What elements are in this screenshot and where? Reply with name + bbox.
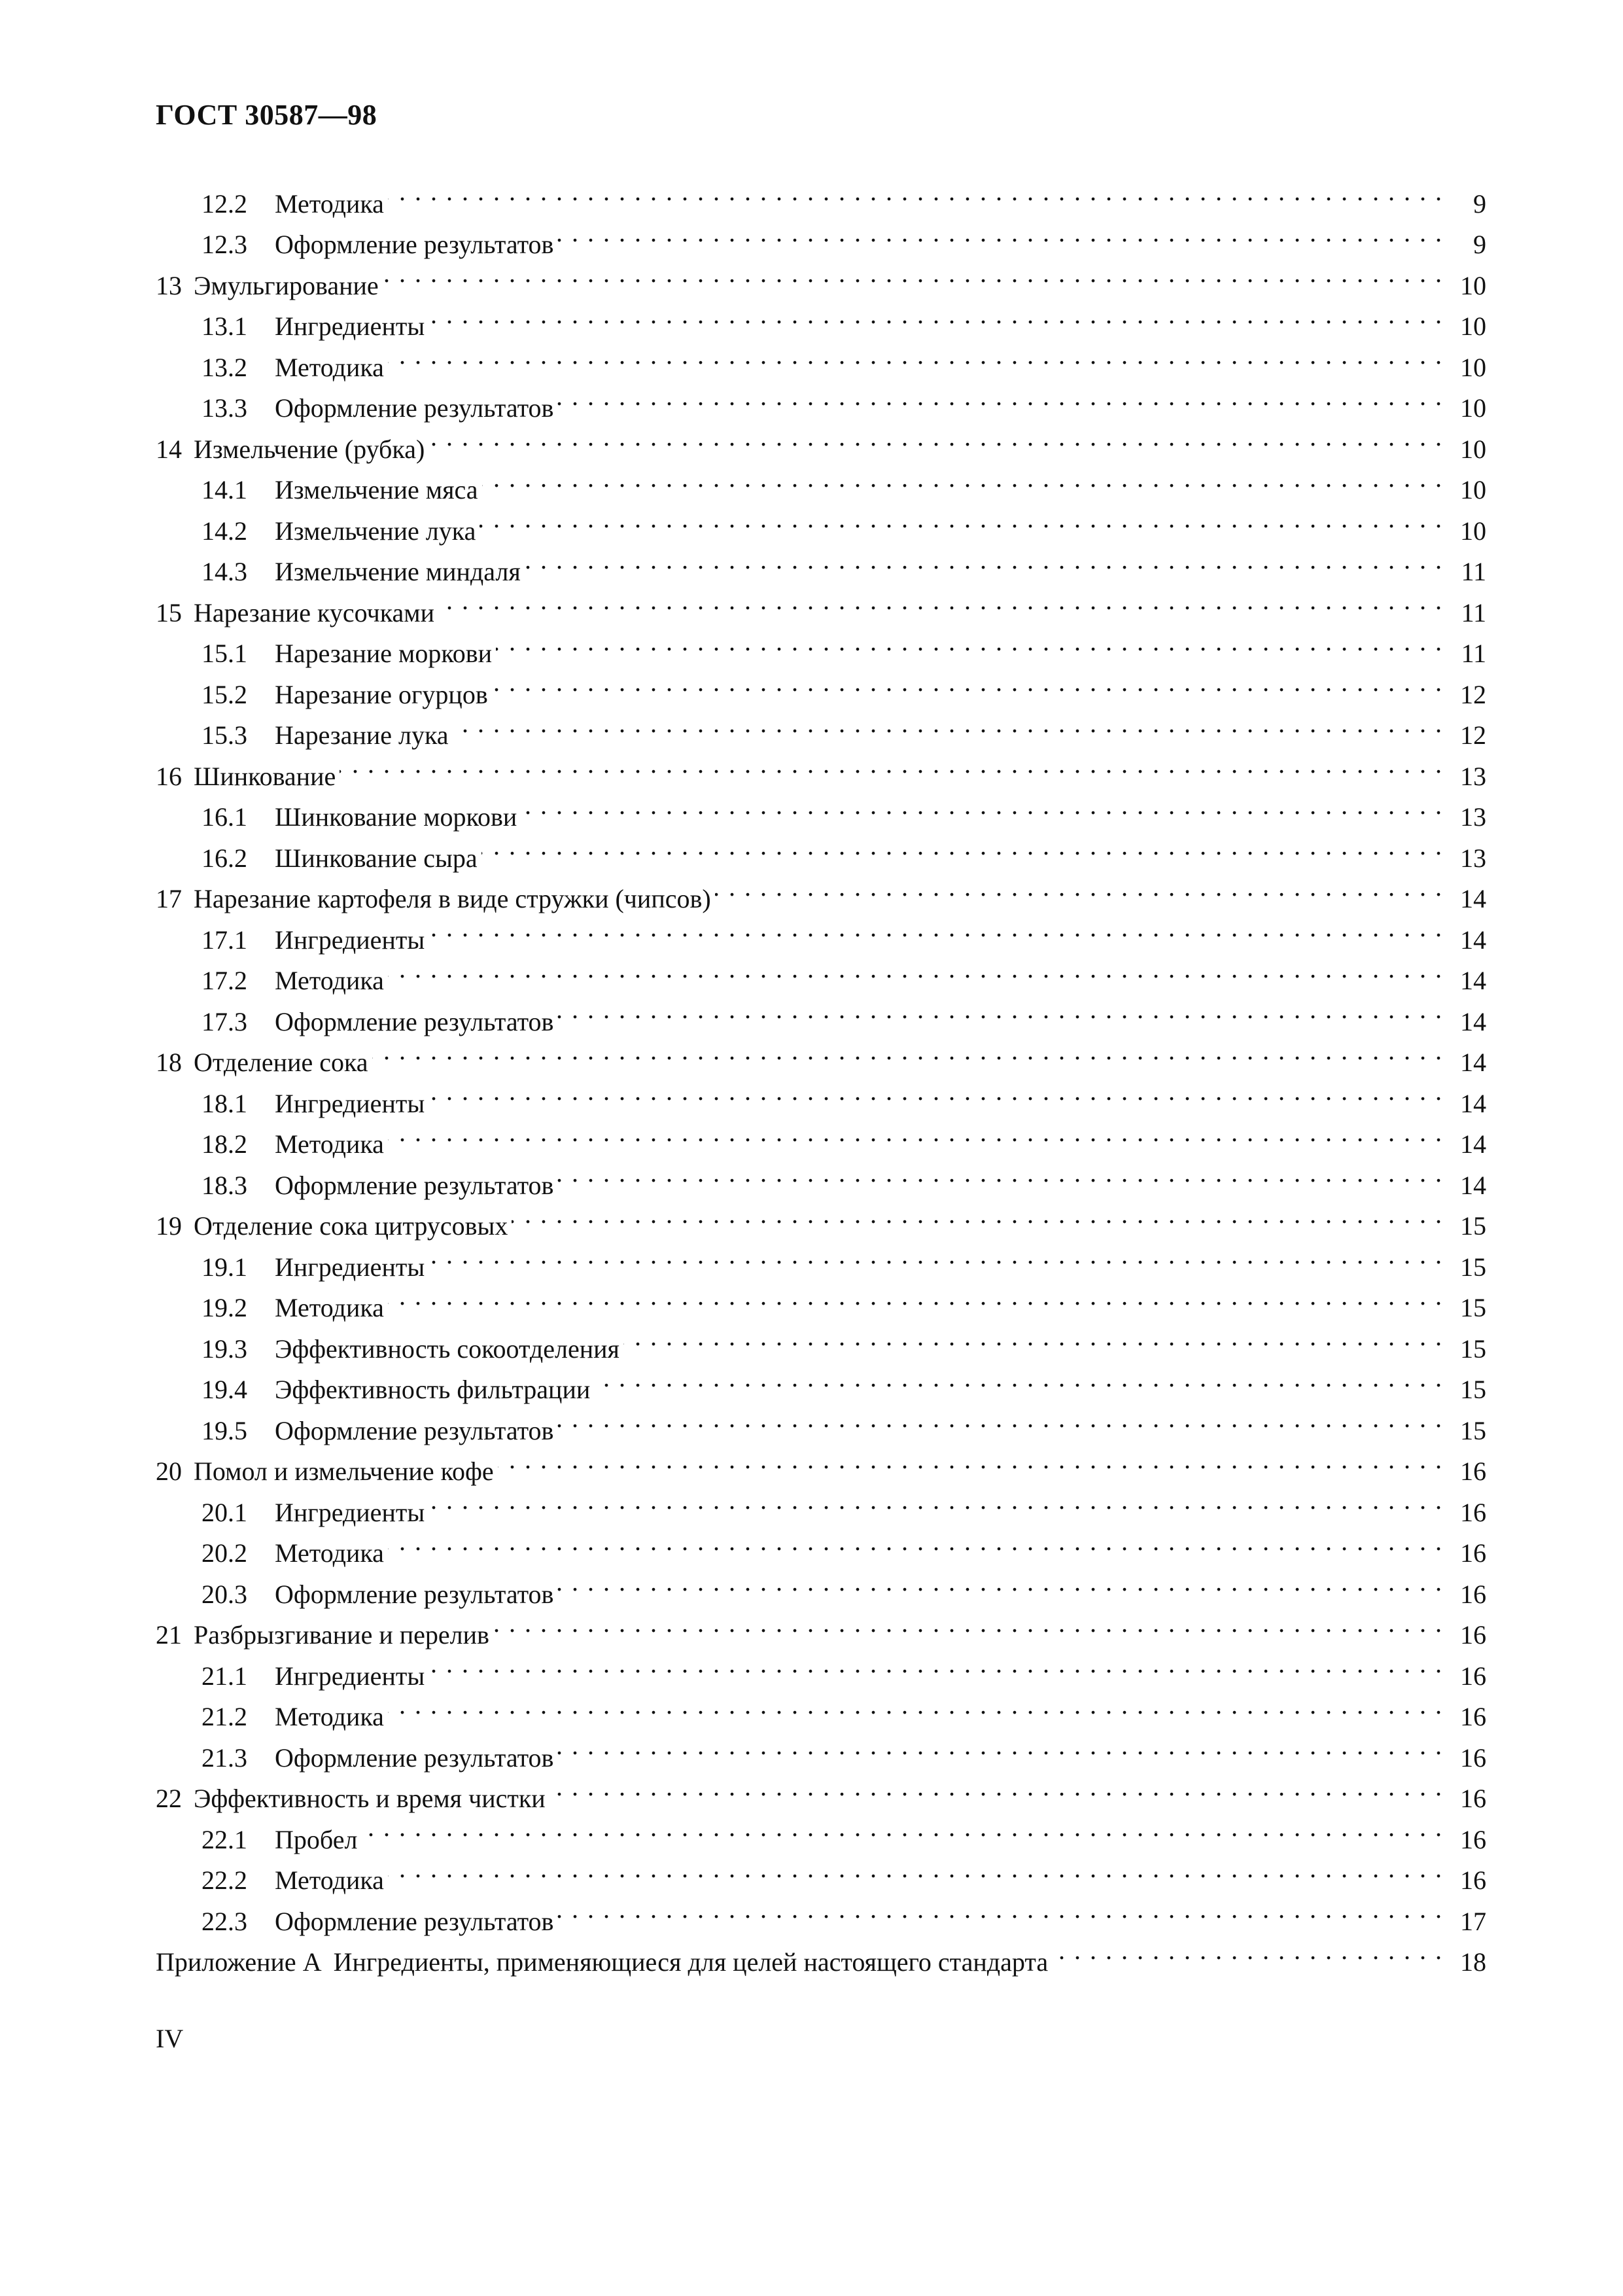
toc-entry-title: Оформление результатов bbox=[275, 1906, 554, 1936]
toc-entry-title: Методика bbox=[275, 1293, 384, 1322]
toc-entry-page: 10 bbox=[1460, 516, 1486, 546]
toc-entry-number: 18 bbox=[156, 1048, 182, 1077]
toc-entry-number: 19.5 bbox=[201, 1415, 247, 1445]
toc-entry-number: 14 bbox=[156, 434, 182, 464]
toc-entry-title: Разбрызгивание и перелив bbox=[194, 1620, 489, 1650]
toc-entry-page: 14 bbox=[1460, 966, 1486, 995]
toc-entry-title: Ингредиенты bbox=[275, 311, 425, 341]
toc-entry-number: 21.1 bbox=[201, 1661, 247, 1691]
toc-entry-page: 13 bbox=[1460, 761, 1486, 791]
toc-entry-number: 17 bbox=[156, 884, 182, 913]
toc-entry-title: Эмульгирование bbox=[194, 270, 379, 300]
toc-entry-number: 13.1 bbox=[201, 311, 247, 341]
toc-entry-title: Помол и измельчение кофе bbox=[194, 1457, 494, 1486]
toc-entry-title: Методика bbox=[275, 1538, 384, 1568]
toc-entry-title: Ингредиенты bbox=[275, 1252, 425, 1282]
toc-entry-title: Ингредиенты, применяющиеся для целей настоящего стандарта bbox=[333, 1947, 1049, 1977]
dot-leader bbox=[550, 1767, 1443, 1808]
dot-leader bbox=[388, 335, 1443, 376]
toc-entry-page: 14 bbox=[1460, 1006, 1486, 1036]
toc-entry-title: Шинкование bbox=[194, 761, 336, 791]
toc-entry-title: Оформление результатов bbox=[275, 1170, 554, 1200]
toc-entry-number: 16.1 bbox=[201, 802, 247, 832]
toc-entry-page: 14 bbox=[1460, 1170, 1486, 1200]
dot-leader bbox=[492, 662, 1443, 703]
toc-entry-title: Оформление результатов bbox=[275, 1415, 554, 1445]
toc-entry-number: Приложение А bbox=[156, 1947, 322, 1977]
toc-entry bbox=[156, 785, 1486, 832]
toc-entry-title: Измельчение лука bbox=[275, 516, 476, 546]
toc-entry-number: 15.2 bbox=[201, 679, 247, 709]
dot-leader bbox=[482, 458, 1444, 499]
toc-entry-number: 20.1 bbox=[201, 1497, 247, 1527]
toc-entry-number: 19.1 bbox=[201, 1252, 247, 1282]
toc-entry-number: 17.2 bbox=[201, 966, 247, 995]
toc-entry-number: 22 bbox=[156, 1784, 182, 1813]
toc-entry-page: 10 bbox=[1460, 475, 1486, 504]
dot-leader bbox=[594, 1358, 1443, 1399]
toc-entry-title: Шинкование сыра bbox=[275, 843, 478, 873]
dot-leader bbox=[428, 417, 1443, 458]
toc-entry-number: 19.2 bbox=[201, 1293, 247, 1322]
toc-entry-number: 22.2 bbox=[201, 1865, 247, 1895]
toc-entry-title: Методика bbox=[275, 1702, 384, 1731]
toc-entry-title: Нарезание огурцов bbox=[275, 679, 488, 709]
toc-entry-page: 17 bbox=[1460, 1906, 1486, 1936]
toc-entry-page: 12 bbox=[1460, 720, 1486, 750]
table-of-contents bbox=[156, 171, 1486, 1977]
dot-leader bbox=[557, 1889, 1443, 1930]
toc-entry-title: Оформление результатов bbox=[275, 1579, 554, 1609]
toc-entry-page: 15 bbox=[1460, 1252, 1486, 1282]
toc-entry-page: 9 bbox=[1473, 188, 1486, 219]
toc-entry-page: 16 bbox=[1460, 1742, 1486, 1773]
toc-entry-title: Отделение сока цитрусовых bbox=[194, 1211, 508, 1241]
toc-entry-page: 13 bbox=[1460, 802, 1486, 832]
toc-entry-page: 14 bbox=[1460, 1048, 1486, 1077]
toc-entry-page: 10 bbox=[1460, 311, 1486, 341]
toc-entry-title: Нарезание лука bbox=[275, 720, 449, 750]
toc-entry-title: Нарезание кусочками bbox=[194, 597, 435, 627]
toc-entry-title: Нарезание моркови bbox=[275, 639, 493, 668]
toc-entry-title: Измельчение мяса bbox=[275, 475, 478, 504]
toc-entry-title: Эффективность сокоотделения bbox=[275, 1333, 620, 1364]
toc-entry-number: 20.2 bbox=[201, 1538, 247, 1568]
toc-entry-number: 20 bbox=[156, 1457, 182, 1486]
dot-leader bbox=[428, 1071, 1443, 1112]
dot-leader bbox=[453, 703, 1443, 745]
toc-entry-page: 14 bbox=[1460, 1088, 1486, 1118]
dot-leader bbox=[512, 1194, 1443, 1235]
dot-leader bbox=[388, 1112, 1443, 1154]
toc-entry-title: Отделение сока bbox=[194, 1048, 368, 1077]
dot-leader bbox=[525, 540, 1443, 581]
toc-entry-number: 14.3 bbox=[201, 557, 247, 586]
toc-entry-page: 10 bbox=[1460, 352, 1486, 382]
toc-entry-number: 16.2 bbox=[201, 843, 247, 873]
toc-entry-title: Методика bbox=[275, 1129, 384, 1159]
toc-entry-number: 13.2 bbox=[201, 352, 247, 382]
toc-entry-page: 16 bbox=[1460, 1702, 1486, 1731]
toc-entry-title: Оформление результатов bbox=[275, 1006, 554, 1036]
dot-leader bbox=[428, 908, 1443, 949]
dot-leader bbox=[623, 1316, 1443, 1358]
toc-entry-number: 19 bbox=[156, 1211, 182, 1241]
toc-entry-page: 14 bbox=[1460, 884, 1486, 913]
toc-entry-title: Шинкование моркови bbox=[275, 802, 517, 832]
toc-entry-title: Методика bbox=[275, 188, 384, 219]
toc-entry-title: Ингредиенты bbox=[275, 1088, 425, 1118]
dot-leader bbox=[388, 1685, 1443, 1726]
toc-entry-page: 11 bbox=[1461, 557, 1486, 586]
toc-entry-title: Эффективность и время чистки bbox=[194, 1784, 546, 1813]
toc-entry-number: 21.3 bbox=[201, 1742, 247, 1773]
toc-entry-number: 21.2 bbox=[201, 1702, 247, 1731]
toc-entry-number: 15.1 bbox=[201, 639, 247, 668]
dot-leader bbox=[383, 253, 1443, 294]
toc-entry-page: 16 bbox=[1460, 1620, 1486, 1650]
toc-entry-title: Эффективность фильтрации bbox=[275, 1375, 591, 1404]
toc-entry-title: Измельчение (рубка) bbox=[194, 434, 425, 464]
toc-entry-page: 15 bbox=[1460, 1333, 1486, 1364]
toc-entry-page: 15 bbox=[1460, 1375, 1486, 1404]
toc-entry-number: 20.3 bbox=[201, 1579, 247, 1609]
dot-leader bbox=[361, 1807, 1443, 1848]
toc-entry-title: Ингредиенты bbox=[275, 1497, 425, 1527]
toc-entry-title: Методика bbox=[275, 966, 384, 995]
toc-entry bbox=[156, 171, 1486, 219]
toc-entry-page: 16 bbox=[1460, 1784, 1486, 1813]
dot-leader bbox=[388, 1276, 1443, 1317]
toc-entry-number: 19.4 bbox=[201, 1375, 247, 1404]
dot-leader bbox=[481, 826, 1443, 867]
dot-leader bbox=[715, 867, 1443, 908]
toc-entry-page: 10 bbox=[1460, 393, 1486, 423]
page-number: IV bbox=[156, 2024, 184, 2053]
toc-entry-page: 11 bbox=[1461, 597, 1486, 627]
dot-leader bbox=[498, 1439, 1443, 1481]
dot-leader bbox=[496, 622, 1443, 663]
toc-entry-number: 13 bbox=[156, 270, 182, 300]
toc-entry-title: Измельчение миндаля bbox=[275, 557, 521, 586]
dot-leader bbox=[428, 1644, 1443, 1685]
toc-entry-page: 11 bbox=[1461, 639, 1486, 668]
toc-entry-page: 16 bbox=[1460, 1579, 1486, 1609]
dot-leader bbox=[438, 580, 1443, 622]
toc-entry-title: Ингредиенты bbox=[275, 1661, 425, 1691]
toc-entry-number: 13.3 bbox=[201, 393, 247, 423]
dot-leader bbox=[557, 1562, 1443, 1603]
toc-entry-page: 16 bbox=[1460, 1538, 1486, 1568]
toc-entry-number: 16 bbox=[156, 761, 182, 791]
toc-entry-title: Оформление результатов bbox=[275, 230, 554, 259]
toc-entry-page: 15 bbox=[1460, 1211, 1486, 1241]
toc-entry-number: 22.1 bbox=[201, 1824, 247, 1854]
toc-entry-page: 9 bbox=[1473, 230, 1486, 259]
toc-entry-page: 12 bbox=[1460, 679, 1486, 709]
toc-entry-page: 16 bbox=[1460, 1865, 1486, 1895]
toc-entry-page: 10 bbox=[1460, 434, 1486, 464]
toc-entry-number: 18.1 bbox=[201, 1088, 247, 1118]
toc-entry-number: 18.3 bbox=[201, 1170, 247, 1200]
toc-entry-title: Оформление результатов bbox=[275, 1742, 554, 1773]
toc-entry bbox=[156, 744, 1486, 791]
dot-leader bbox=[372, 1031, 1443, 1072]
dot-leader bbox=[557, 213, 1443, 254]
toc-entry-number: 15.3 bbox=[201, 720, 247, 750]
toc-entry-page: 16 bbox=[1460, 1457, 1486, 1486]
toc-entry-number: 17.1 bbox=[201, 925, 247, 955]
toc-entry-title: Методика bbox=[275, 1865, 384, 1895]
toc-entry-number: 12.3 bbox=[201, 230, 247, 259]
dot-leader bbox=[340, 744, 1443, 785]
toc-entry-number: 19.3 bbox=[201, 1333, 247, 1364]
dot-leader bbox=[493, 1603, 1443, 1644]
toc-entry-title: Пробел bbox=[275, 1824, 358, 1854]
dot-leader bbox=[388, 1848, 1443, 1890]
toc-entry-page: 14 bbox=[1460, 925, 1486, 955]
dot-leader bbox=[557, 1725, 1443, 1767]
dot-leader bbox=[388, 171, 1443, 213]
toc-entry-number: 12.2 bbox=[201, 188, 247, 219]
toc-entry-page: 14 bbox=[1460, 1129, 1486, 1159]
dot-leader bbox=[428, 1235, 1443, 1276]
toc-entry-title: Методика bbox=[275, 352, 384, 382]
toc-entry-page: 10 bbox=[1460, 270, 1486, 300]
toc-entry-number: 17.3 bbox=[201, 1006, 247, 1036]
toc-entry-page: 15 bbox=[1460, 1415, 1486, 1445]
dot-leader bbox=[557, 1398, 1443, 1439]
dot-leader bbox=[388, 1521, 1443, 1563]
dot-leader bbox=[557, 1153, 1443, 1194]
toc-entry-page: 16 bbox=[1460, 1824, 1486, 1854]
dot-leader bbox=[428, 294, 1443, 336]
toc-entry-number: 14.1 bbox=[201, 475, 247, 504]
toc-entry-page: 13 bbox=[1460, 843, 1486, 873]
toc-entry-number: 18.2 bbox=[201, 1129, 247, 1159]
dot-leader bbox=[557, 376, 1443, 417]
toc-entry-page: 18 bbox=[1460, 1947, 1486, 1977]
toc-entry-number: 15 bbox=[156, 597, 182, 627]
toc-entry-page: 15 bbox=[1460, 1293, 1486, 1322]
toc-entry-title: Нарезание картофеля в виде стружки (чипсов) bbox=[194, 884, 711, 913]
toc-entry-title: Ингредиенты bbox=[275, 925, 425, 955]
toc-entry-number: 21 bbox=[156, 1620, 182, 1650]
toc-entry-title: Оформление результатов bbox=[275, 393, 554, 423]
dot-leader bbox=[557, 989, 1443, 1031]
document-header: ГОСТ 30587—98 bbox=[156, 99, 377, 131]
toc-entry-page: 16 bbox=[1460, 1497, 1486, 1527]
toc-entry-page: 16 bbox=[1460, 1661, 1486, 1691]
toc-entry-number: 22.3 bbox=[201, 1906, 247, 1936]
dot-leader bbox=[388, 949, 1443, 990]
dot-leader bbox=[521, 785, 1443, 826]
dot-leader bbox=[1052, 1930, 1443, 1971]
dot-leader bbox=[428, 1480, 1443, 1521]
toc-entry-number: 14.2 bbox=[201, 516, 247, 546]
dot-leader bbox=[480, 499, 1443, 540]
